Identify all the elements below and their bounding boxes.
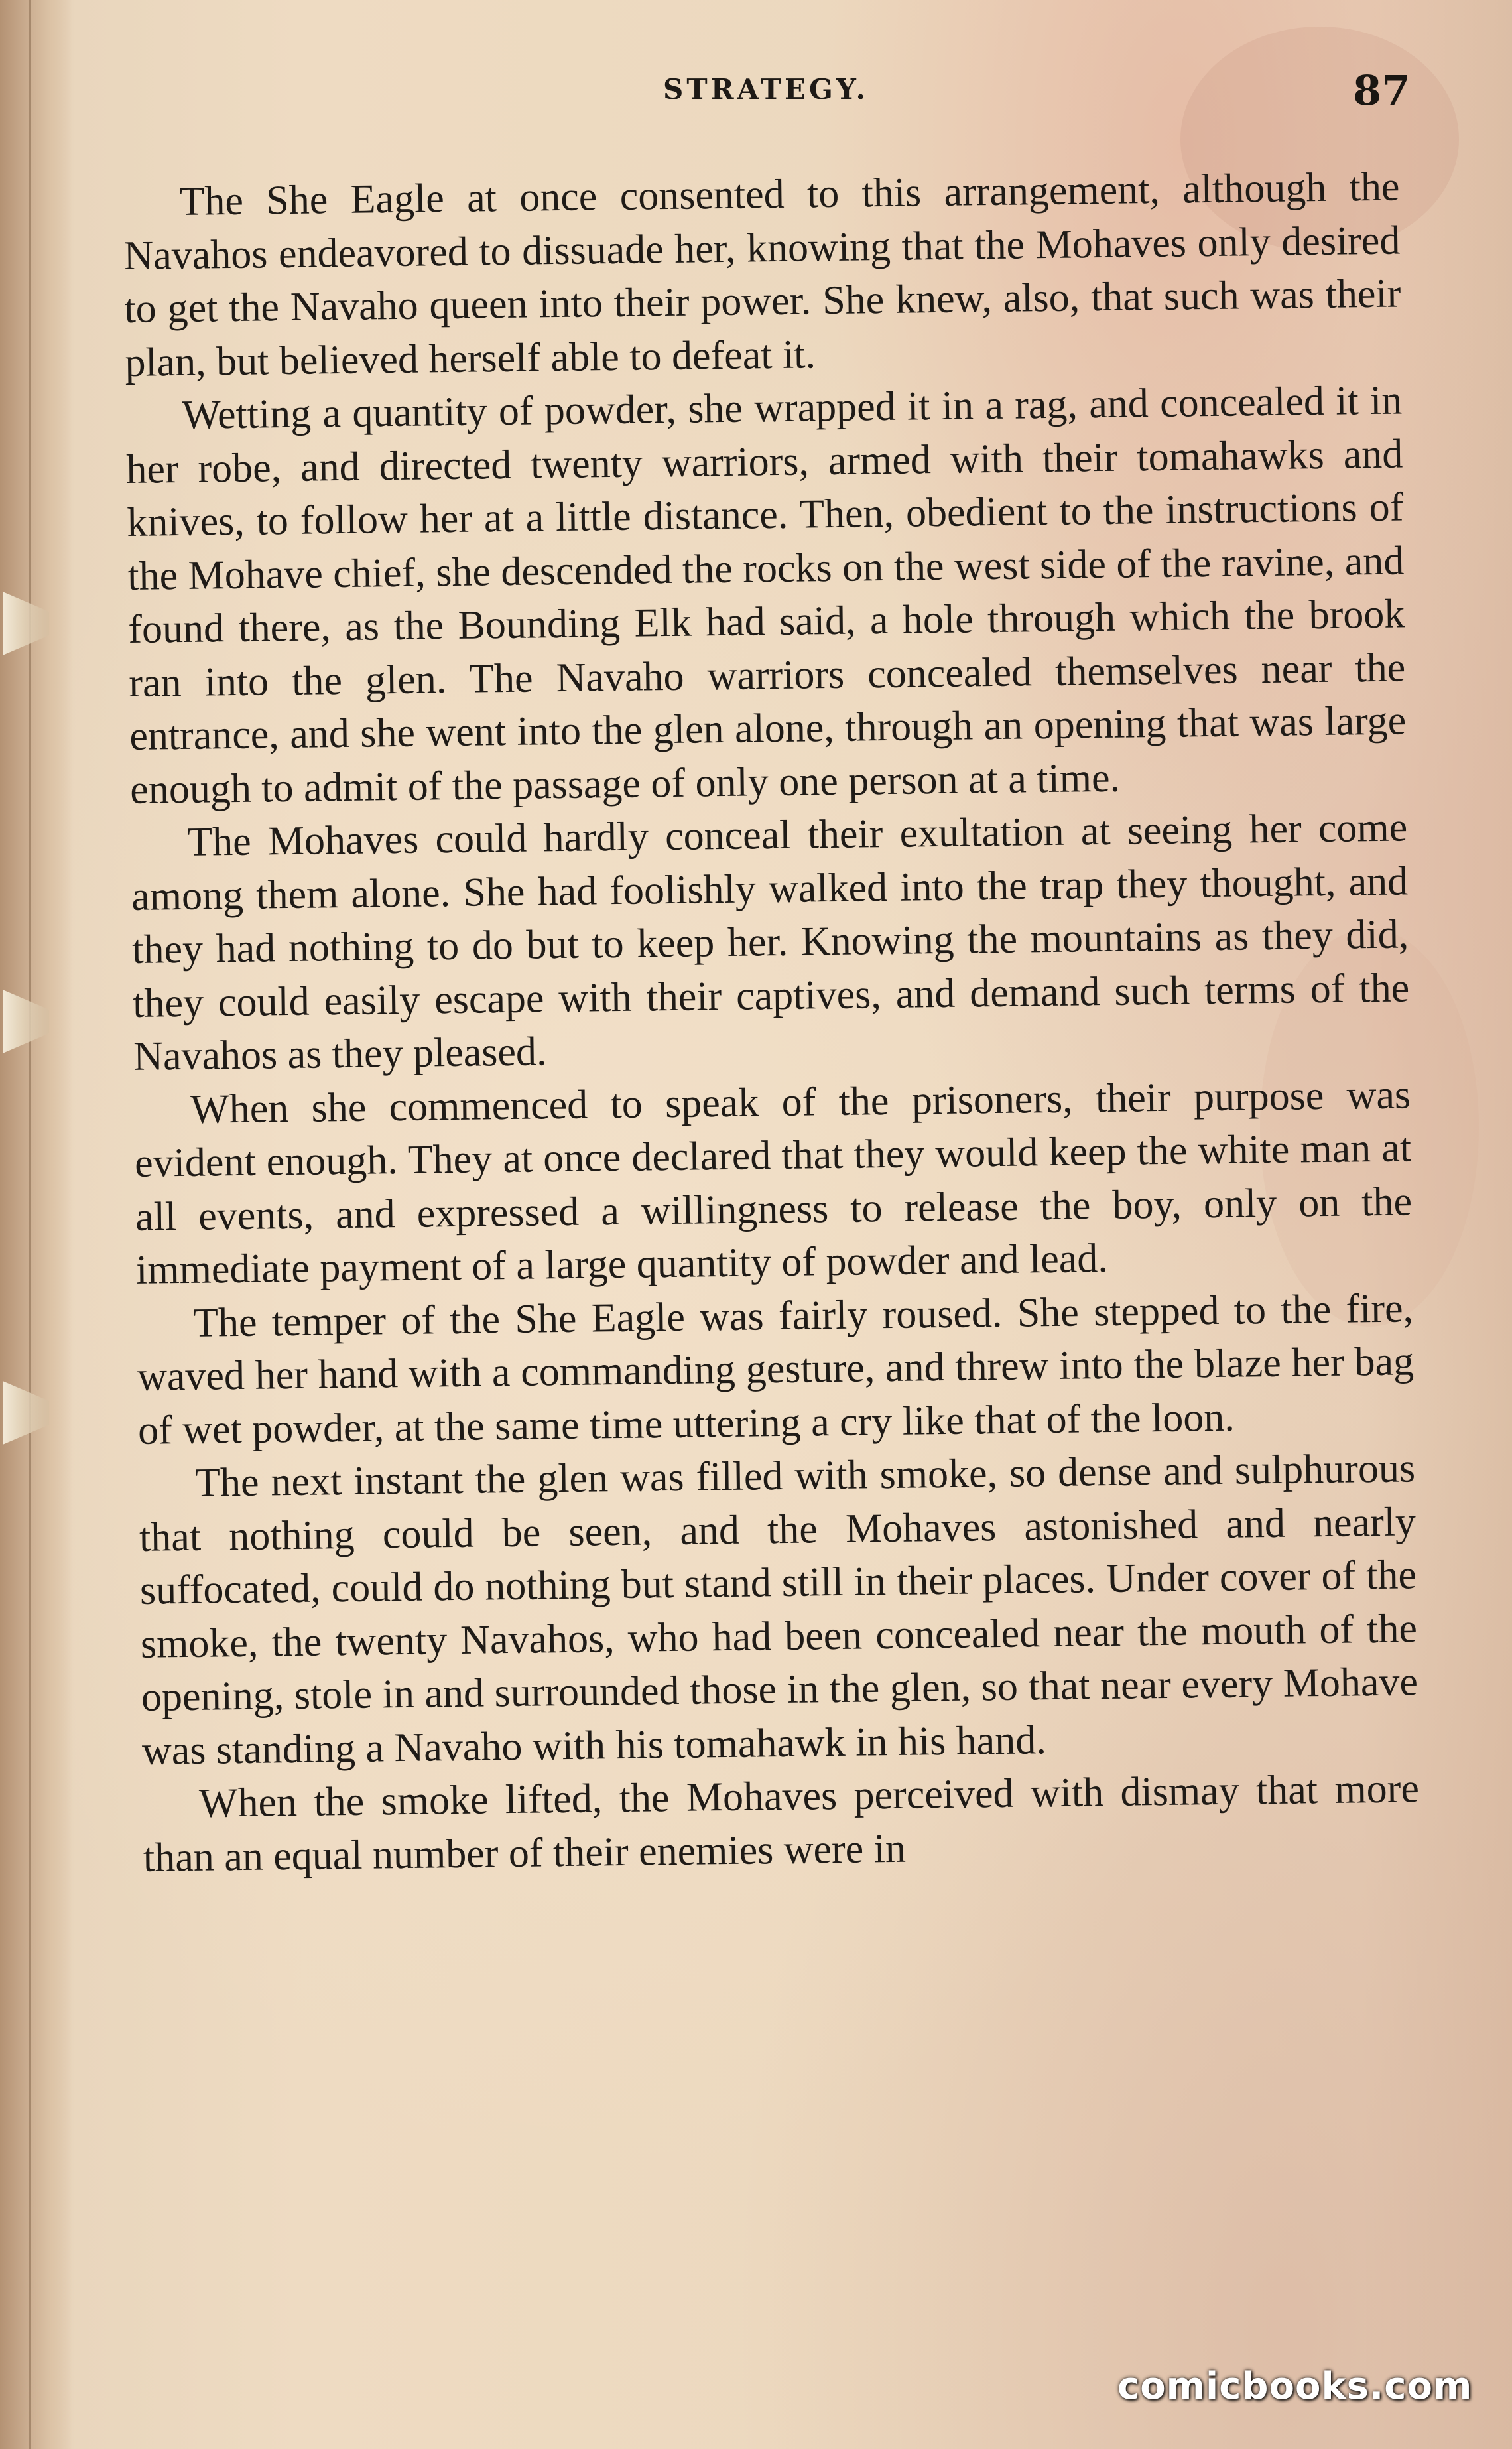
paragraph: Wetting a quantity of powder, she wrapped it in a rag, and concealed it in her robe, and directed twenty warriors, armed with their tomahawks and knives, to follow her at a little distance. Then, obedient to the instructions of the Mohave chief, she descended the rocks on the west side of the ravine, and found there, as the Bounding Elk had said, a hole through which the brook ran into the glen. The Navaho warriors concealed themselves near the entrance, and she went into the glen alone, through an opening that was large enough to admit of the passage of only one person at a time. [125,377,1407,813]
page-binding-edge [0,0,73,2449]
paragraph: The She Eagle at once consented to this arrangement, although the Navahos endeavored to dissuade her, knowing that the Mohaves only desired to get the Navaho queen into their power. She knew, also, that such was their plan, but believed herself able to defeat it. [123,164,1401,385]
paragraph: When she commenced to speak of the prisoners, their purpose was evident enough. They at once declared that they would keep the white man at all events, and expressed a willingness to release the boy, only on the immediate payment of a large quantity of powder and lead. [134,1071,1413,1293]
page-number: 87 [1353,66,1411,115]
paragraph: The next instant the glen was filled with smoke, so dense and sulphurous that nothing could be seen, and the Mohaves astonished and nearly suffocated, could do nothing but stand still in their places. Under cover of the smoke, the twenty Navahos, who had been concealed near the mouth of the opening, stole in and surrounded those in the glen, so that near every Mohave was standing a Navaho with his tomahawk in his hand. [139,1445,1418,1774]
binding-fold-line [29,0,31,2449]
site-watermark: comicbooks.com [1117,2365,1473,2408]
body-text [123,160,1420,1884]
running-head: STRATEGY. [663,73,869,105]
paragraph: The temper of the She Eagle was fairly roused. She stepped to the fire, waved her hand with a commanding gesture, and threw into the blaze her bag of wet powder, at the same time uttering a cry like that of the loon. [137,1285,1415,1453]
paragraph: When the smoke lifted, the Mohaves perceived with dismay that more than an equal number of their enemies were in [143,1766,1420,1881]
paragraph: The Mohaves could hardly conceal their exultation at seeing her come among them alone. She had foolishly walked into the trap they thought, and they had nothing to do but to keep her. Knowing the mountains as they did, they could easily escape with their captives, and demand such terms of the Navahos as they pleased. [131,805,1410,1079]
